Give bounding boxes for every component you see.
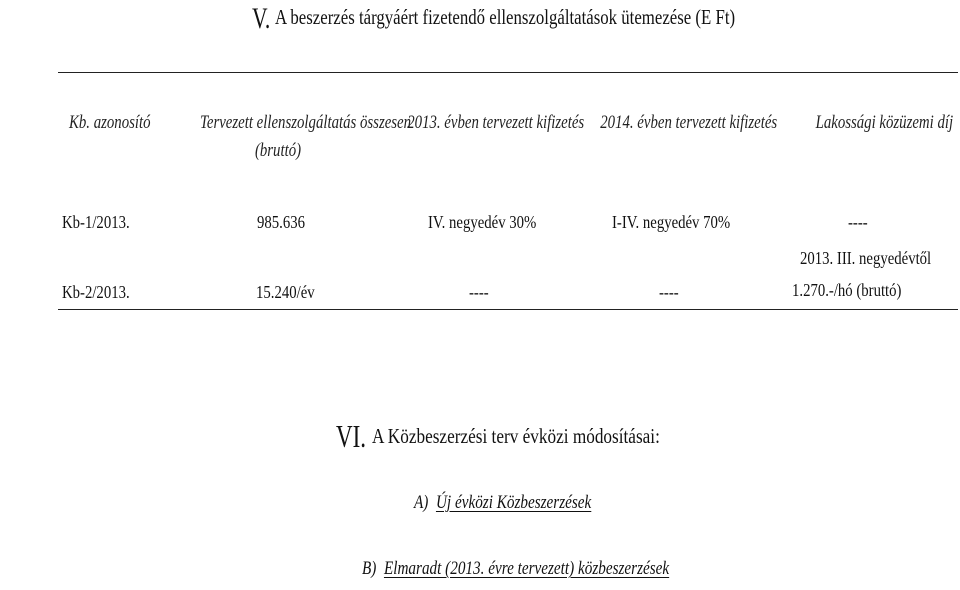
section-v-number: V. xyxy=(252,2,271,35)
header-2013: 2013. évben tervezett kifizetés xyxy=(407,112,585,133)
list-item-a-marker: A) xyxy=(414,492,429,513)
payment-schedule-table xyxy=(58,72,958,310)
section-vi-heading xyxy=(336,418,723,455)
list-item-b-marker: B) xyxy=(362,558,377,579)
header-kb-id: Kb. azonosító xyxy=(69,112,151,133)
header-total-line2: (bruttó) xyxy=(254,140,302,161)
row2-2014: ---- xyxy=(659,282,679,302)
row2-total: 15.240/év xyxy=(256,282,315,302)
list-item-b-text: Elmaradt (2013. évre tervezett) közbeszerzések xyxy=(383,558,670,579)
row1-2013: IV. negyedév 30% xyxy=(428,212,537,232)
list-item-a-text: Új évközi Közbeszerzések xyxy=(435,492,592,513)
row2-2013: ---- xyxy=(469,282,489,302)
section-v-heading xyxy=(252,2,850,36)
row2-fee-line2: 1.270.-/hó (bruttó) xyxy=(792,280,902,300)
row2-fee-line1: 2013. III. negyedévtől xyxy=(800,248,932,268)
row2-id: Kb-2/2013. xyxy=(62,282,130,302)
row1-id: Kb-1/2013. xyxy=(62,212,130,232)
row1-total: 985.636 xyxy=(257,212,305,232)
header-2014: 2014. évben tervezett kifizetés xyxy=(600,112,778,133)
list-item-a xyxy=(414,492,591,514)
header-total xyxy=(200,109,412,165)
header-utility-fee: Lakossági közüzemi díj xyxy=(815,112,954,133)
header-total-line1: Tervezett ellenszolgáltatás összesen xyxy=(200,112,412,133)
section-v-title: A beszerzés tárgyáért fizetendő ellenszolgáltatások ütemezése (E Ft) xyxy=(275,5,736,29)
row1-2014: I-IV. negyedév 70% xyxy=(612,212,731,232)
section-vi-title: A Közbeszerzési terv évközi módosításai: xyxy=(371,424,660,448)
row1-fee: ---- xyxy=(848,212,868,232)
list-item-b xyxy=(362,558,669,580)
section-vi-number: VI. xyxy=(336,418,367,454)
